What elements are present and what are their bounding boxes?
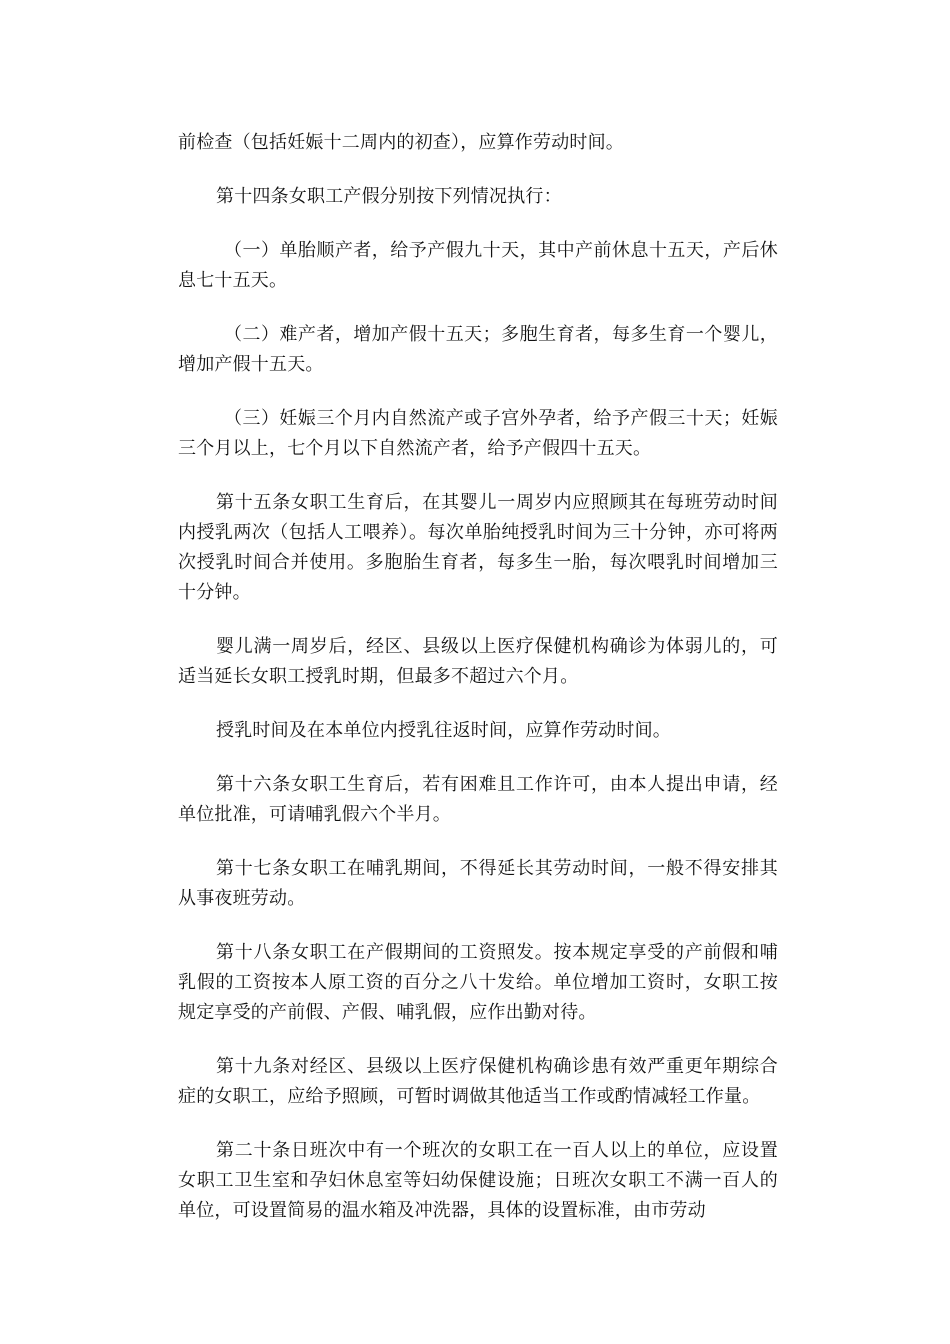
paragraph-article-19: 第十九条对经区、县级以上医疗保健机构确诊患有效严重更年期综合症的女职工，应给予照顾，可暂时调做其他适当工作或酌情减轻工作量。 (178, 1056, 778, 1107)
paragraph-infant-extension: 婴儿满一周岁后，经区、县级以上医疗保健机构确诊为体弱儿的，可适当延长女职工授乳时期，但最多不超过六个月。 (178, 636, 778, 687)
paragraph-article-16: 第十六条女职工生育后，若有困难且工作许可，由本人提出申请，经单位批准，可请哺乳假六个半月。 (178, 774, 778, 825)
paragraph-article-14: 第十四条女职工产假分别按下列情况执行： (216, 186, 562, 207)
paragraph-item-3: （三）妊娠三个月内自然流产或子宫外孕者，给予产假三十天；妊娠三个月以上，七个月以下自然流产者，给予产假四十五天。 (178, 408, 778, 459)
paragraph-article-15: 第十五条女职工生育后，在其婴儿一周岁内应照顾其在每班劳动时间内授乳两次（包括人工喂养）。每次单胎纯授乳时间为三十分钟，亦可将两次授乳时间合并使用。多胞胎生育者，每多生一胎，每次喂乳时间增加三十分钟。 (178, 492, 778, 603)
paragraph-continuation: 前检查（包括妊娠十二周内的初查），应算作劳动时间。 (178, 132, 624, 153)
paragraph-article-20: 第二十条日班次中有一个班次的女职工在一百人以上的单位，应设置女职工卫生室和孕妇休息室等妇幼保健设施；日班次女职工不满一百人的单位，可设置简易的温水箱及冲洗器，具体的设置标准，由市劳动 (178, 1140, 778, 1221)
document-body (178, 128, 778, 1250)
paragraph-article-18: 第十八条女职工在产假期间的工资照发。按本规定享受的产前假和哺乳假的工资按本人原工资的百分之八十发给。单位增加工资时，女职工按规定享受的产前假、产假、哺乳假，应作出勤对待。 (178, 942, 778, 1023)
paragraph-article-17: 第十七条女职工在哺乳期间，不得延长其劳动时间，一般不得安排其从事夜班劳动。 (178, 858, 778, 909)
paragraph-nursing-time: 授乳时间及在本单位内授乳往返时间，应算作劳动时间。 (216, 720, 671, 741)
paragraph-item-2: （二）难产者，增加产假十五天；多胞生育者，每多生育一个婴儿，增加产假十五天。 (178, 324, 778, 375)
paragraph-item-1: （一）单胎顺产者，给予产假九十天，其中产前休息十五天，产后休息七十五天。 (178, 240, 778, 291)
